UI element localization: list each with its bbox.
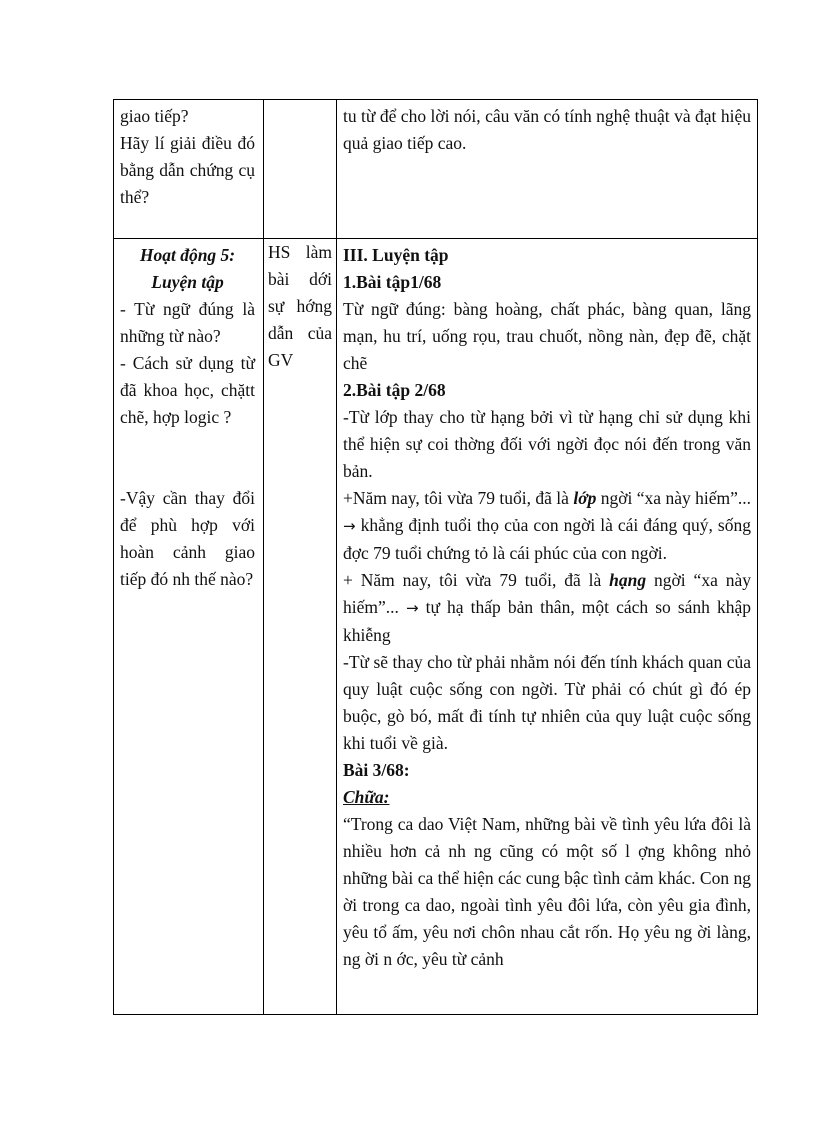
activity-cell [114,239,264,1015]
activity-cell [114,100,264,239]
table-row [114,239,758,1015]
content-text: “Trong ca dao Việt Nam, những bài về tình yêu lứa đôi là nhiều hơn cả nh ng cũng có một số l ợng không nhỏ những bài ca thể hiện các cung bậc tình cảm khác. Con ng ời trong ca dao, ngoài tình yêu đôi lứa, còn yêu gia đình, yêu tổ ấm, yêu nơi chôn nhau cắt rốn. Họ yêu ng ời làng, ng ời n ớc, yêu từ cảnh [343,814,751,969]
method-text: HS làm bài dới sự hớng dẫn của GV [268,242,332,370]
content-text: -Từ sẽ thay cho từ phải nhằm nói đến tính khách quan của quy luật cuộc sống con ngời. Từ phải có chút gì đó ép buộc, gò bó, mất đi tính tự nhiên của quy luật cuộc sống khi tuổi về già. [343,652,751,753]
exercise-title: Bài 3/68: [343,760,410,780]
highlight-word: hạng [609,570,647,590]
example-text: tự hạ thấp bản thân, một cách so sánh khập khiễng [343,597,751,645]
arrow-icon: → [405,599,419,617]
method-cell [264,100,337,239]
example-text: ngời “xa này hiếm”... [596,488,751,508]
exercise-subtitle: Chữa: [343,787,390,807]
content-cell [337,239,758,1015]
content-text: -Từ lớp thay cho từ hạng bởi vì từ hạng chỉ sử dụng khi thể hiện sự coi thờng đối với ngời đọc nói đến trong văn bản. [343,407,751,481]
table-row [114,100,758,239]
question-text: - Từ ngữ đúng là những từ nào? [120,299,255,346]
section-title: III. Luyện tập [343,245,449,265]
example-text: +Năm nay, tôi vừa 79 tuổi, đã là [343,488,574,508]
question-text: giao tiếp? [120,106,189,126]
highlight-word: lớp [573,488,597,508]
question-text: - Cách sử dụng từ đã khoa học, chặtt chẽ, hợp logic ? [120,353,255,427]
arrow-icon: → [343,517,356,535]
example-text: ngời “xa này hiếm”... [343,570,751,617]
spacer [120,431,255,485]
activity-heading: Hoạt động 5: [139,245,236,265]
content-text [343,567,751,649]
content-text [343,485,751,567]
exercise-title: 1.Bài tập1/68 [343,272,442,292]
question-text: -Vậy cần thay đổi để phù hợp với hoàn cảnh giao tiếp đó nh thế nào? [120,488,255,589]
content-text: tu từ để cho lời nói, câu văn có tính nghệ thuật và đạt hiệu quả giao tiếp cao. [343,106,751,153]
method-cell [264,239,337,1015]
lesson-table [113,99,758,1015]
example-text: + Năm nay, tôi vừa 79 tuổi, đã là [343,570,610,590]
exercise-title: 2.Bài tập 2/68 [343,380,446,400]
question-text: Hãy lí giải điều đó bằng dẫn chứng cụ thể? [120,133,255,207]
activity-subheading: Luyện tập [151,272,224,292]
content-cell [337,100,758,239]
example-text: khẳng định tuổi thọ của con ngời là cái đáng quý, sống đợc 79 tuổi chứng tỏ là cái phúc của con ngời. [343,515,751,563]
content-text: Từ ngữ đúng: bàng hoàng, chất phác, bàng quan, lãng mạn, hu trí, uống rọu, trau chuốt, nồng nàn, đẹp đẽ, chặt chẽ [343,299,751,373]
